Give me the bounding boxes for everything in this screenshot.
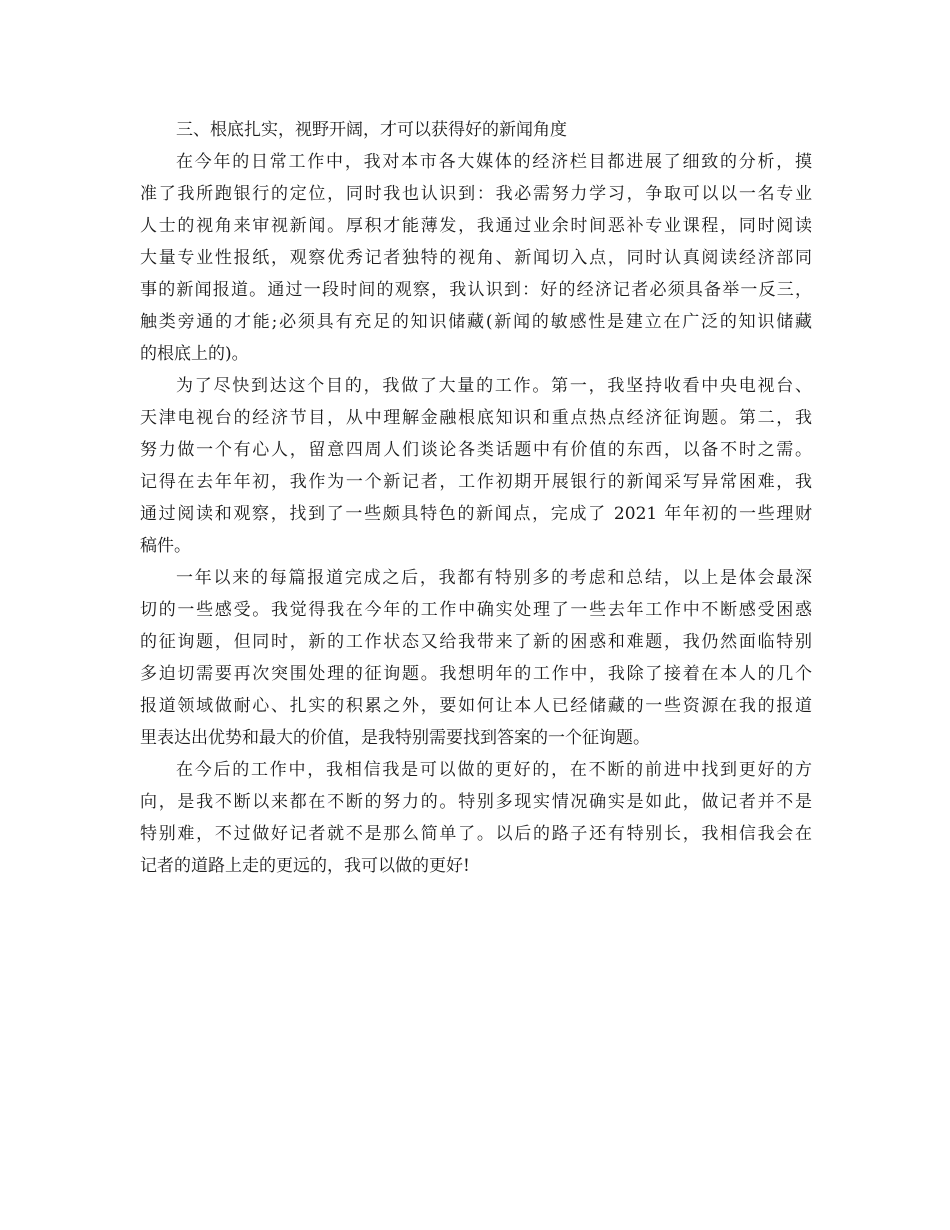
paragraph-line: 稿件。 bbox=[140, 536, 191, 556]
paragraph-line: 在今后的工作中，我相信我是可以做的更好的，在不断的前进中找到更好的方 bbox=[176, 760, 812, 780]
section-heading: 三、根底扎实，视野开阔，才可以获得好的新闻角度 bbox=[176, 120, 567, 140]
paragraph-line: 一年以来的每篇报道完成之后，我都有特别多的考虑和总结，以上是体会最深 bbox=[176, 568, 812, 588]
paragraph-line: 人士的视角来审视新闻。厚积才能薄发，我通过业余时间恶补专业课程，同时阅读 bbox=[140, 216, 812, 236]
paragraph-line: 事的新闻报道。通过一段时间的观察，我认识到：好的经济记者必须具备举一反三， bbox=[140, 280, 812, 300]
paragraph-line: 报道领域做耐心、扎实的积累之外，要如何让本人已经储藏的一些资源在我的报道 bbox=[140, 696, 812, 716]
paragraph-line: 的根底上的)。 bbox=[140, 344, 249, 364]
paragraph-2 bbox=[140, 370, 812, 562]
paragraph-1 bbox=[140, 146, 812, 370]
paragraph-line: 为了尽快到达这个目的，我做了大量的工作。第一，我坚持收看中央电视台、 bbox=[176, 376, 812, 396]
paragraph-line: 记得在去年年初，我作为一个新记者，工作初期开展银行的新闻采写异常困难，我 bbox=[140, 472, 812, 492]
document-body bbox=[140, 114, 812, 882]
paragraph-line: 天津电视台的经济节目，从中理解金融根底知识和重点热点经济征询题。第二，我 bbox=[140, 408, 812, 428]
paragraph-3 bbox=[140, 562, 812, 754]
paragraph-line: 特别难，不过做好记者就不是那么简单了。以后的路子还有特别长，我相信我会在 bbox=[140, 824, 812, 844]
paragraph-line: 多迫切需要再次突围处理的征询题。我想明年的工作中，我除了接着在本人的几个 bbox=[140, 664, 812, 684]
paragraph-line: 大量专业性报纸，观察优秀记者独特的视角、新闻切入点，同时认真阅读经济部同 bbox=[140, 248, 812, 268]
paragraph-line: 在今年的日常工作中，我对本市各大媒体的经济栏目都进展了细致的分析，摸 bbox=[176, 152, 812, 172]
paragraph-line: 触类旁通的才能;必须具有充足的知识储藏(新闻的敏感性是建立在广泛的知识储藏 bbox=[140, 312, 812, 332]
paragraph-line: 通过阅读和观察，找到了一些颇具特色的新闻点，完成了 2021 年年初的一些理财 bbox=[140, 504, 812, 524]
paragraph-line: 准了我所跑银行的定位，同时我也认识到：我必需努力学习，争取可以以一名专业 bbox=[140, 184, 812, 204]
paragraph-line: 努力做一个有心人，留意四周人们谈论各类话题中有价值的东西，以备不时之需。 bbox=[140, 440, 812, 460]
paragraph-line: 向，是我不断以来都在不断的努力的。特别多现实情况确实是如此，做记者并不是 bbox=[140, 792, 812, 812]
paragraph-line: 的征询题，但同时，新的工作状态又给我带来了新的困惑和难题，我仍然面临特别 bbox=[140, 632, 812, 652]
paragraph-line: 记者的道路上走的更远的，我可以做的更好! bbox=[140, 856, 470, 876]
paragraph-line: 里表达出优势和最大的价值，是我特别需要找到答案的一个征询题。 bbox=[140, 728, 650, 748]
paragraph-4 bbox=[140, 754, 812, 882]
paragraph-line: 切的一些感受。我觉得我在今年的工作中确实处理了一些去年工作中不断感受困惑 bbox=[140, 600, 812, 620]
